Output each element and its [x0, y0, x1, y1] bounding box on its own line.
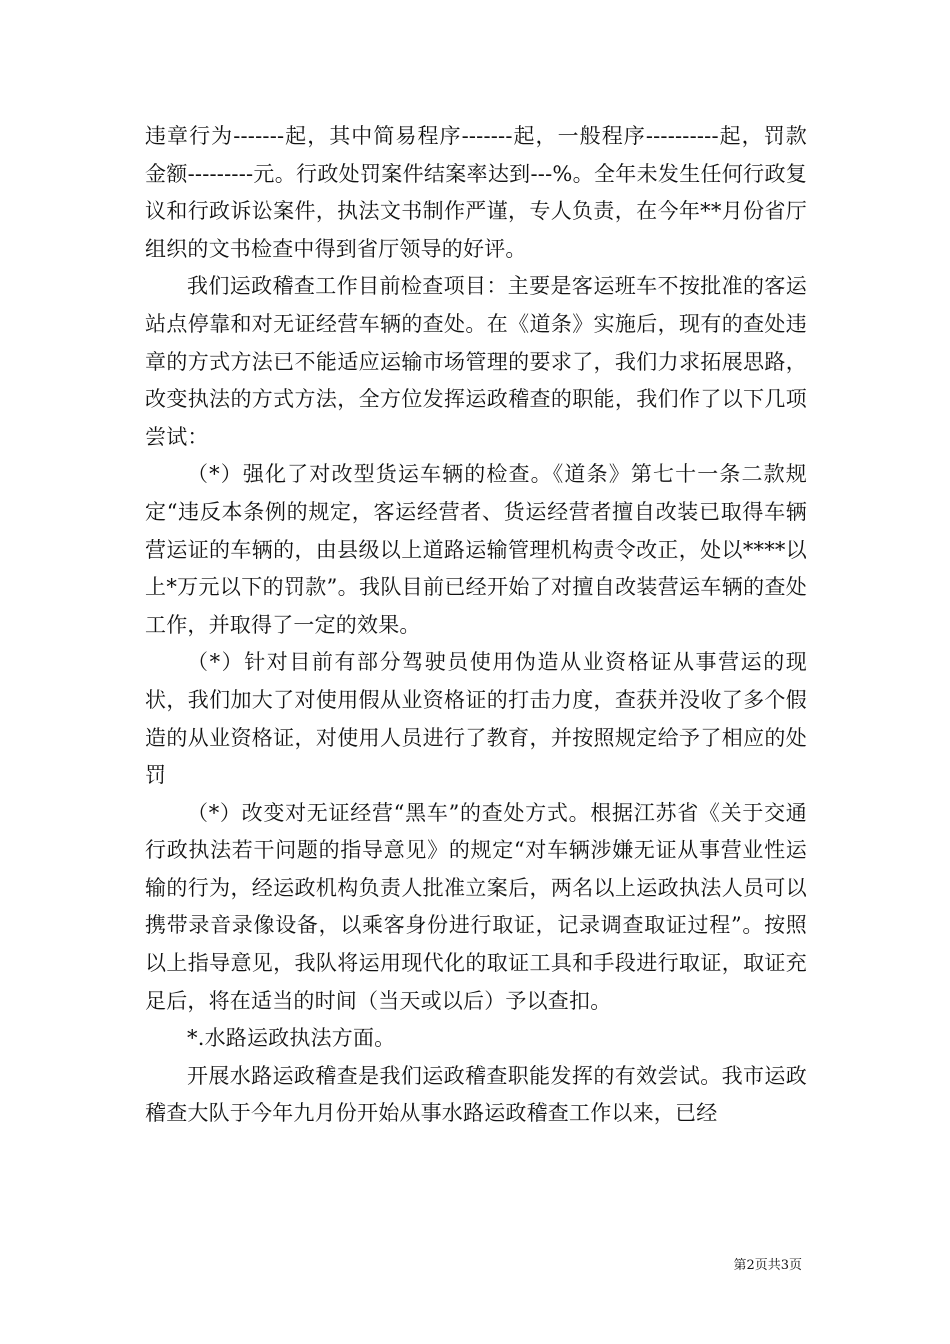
paragraph-violations-summary: 违章行为-------起，其中简易程序-------起，一般程序----------起，罚款金额---------元。行政处罚案件结案率达到---%。全年未发生任何行政复议和行政诉讼案件，执法文书制作严谨，专人负责，在今年**月份省厅组织的文书检查中得到省厅领导的好评。 [145, 124, 807, 261]
page-number: 第2页共3页 [733, 1258, 802, 1273]
paragraph-modified-trucks: （*）强化了对改型货运车辆的检查。《道条》第七十一条二款规定“违反本条例的规定，客运经营者、货运经营者擅自改装已取得车辆营运证的车辆的，由县级以上道路运输管理机构责令改正，处以****以上*万元以下的罚款”。我队目前已经开始了对擅自改装营运车辆的查处工作，并取得了一定的效果。 [145, 462, 807, 637]
paragraph-fake-certificates: （*）针对目前有部分驾驶员使用伪造从业资格证从事营运的现状，我们加大了对使用假从业资格证的打击力度，查获并没收了多个假造的从业资格证，对使用人员进行了教育，并按照规定给予了相应的处罚 [145, 650, 807, 788]
paragraph-waterway-heading: *.水路运政执法方面。 [187, 1026, 396, 1051]
paragraph-inspection-items: 我们运政稽查工作目前检查项目：主要是客运班车不按批准的客运站点停靠和对无证经营车辆的查处。在《道条》实施后，现有的查处违章的方式方法已不能适应运输市场管理的要求了，我们力求拓展思路，改变执法的方式方法，全方位发挥运政稽查的职能，我们作了以下几项尝试： [145, 274, 807, 449]
paragraph-waterway-inspection: 开展水路运政稽查是我们运政稽查职能发挥的有效尝试。我市运政稽查大队于今年九月份开始从事水路运政稽查工作以来，已经 [145, 1063, 807, 1126]
document-body [145, 118, 807, 1133]
paragraph-unlicensed-vehicles: （*）改变对无证经营“黑车”的查处方式。根据江苏省《关于交通行政执法若干问题的指导意见》的规定“对车辆涉嫌无证从事营业性运输的行为，经运政机构负责人批准立案后，两名以上运政执法人员可以携带录音录像设备，以乘客身份进行取证，记录调查取证过程”。按照以上指导意见，我队将运用现代化的取证工具和手段进行取证，取证充足后，将在适当的时间（当天或以后）予以查扣。 [145, 800, 807, 1013]
